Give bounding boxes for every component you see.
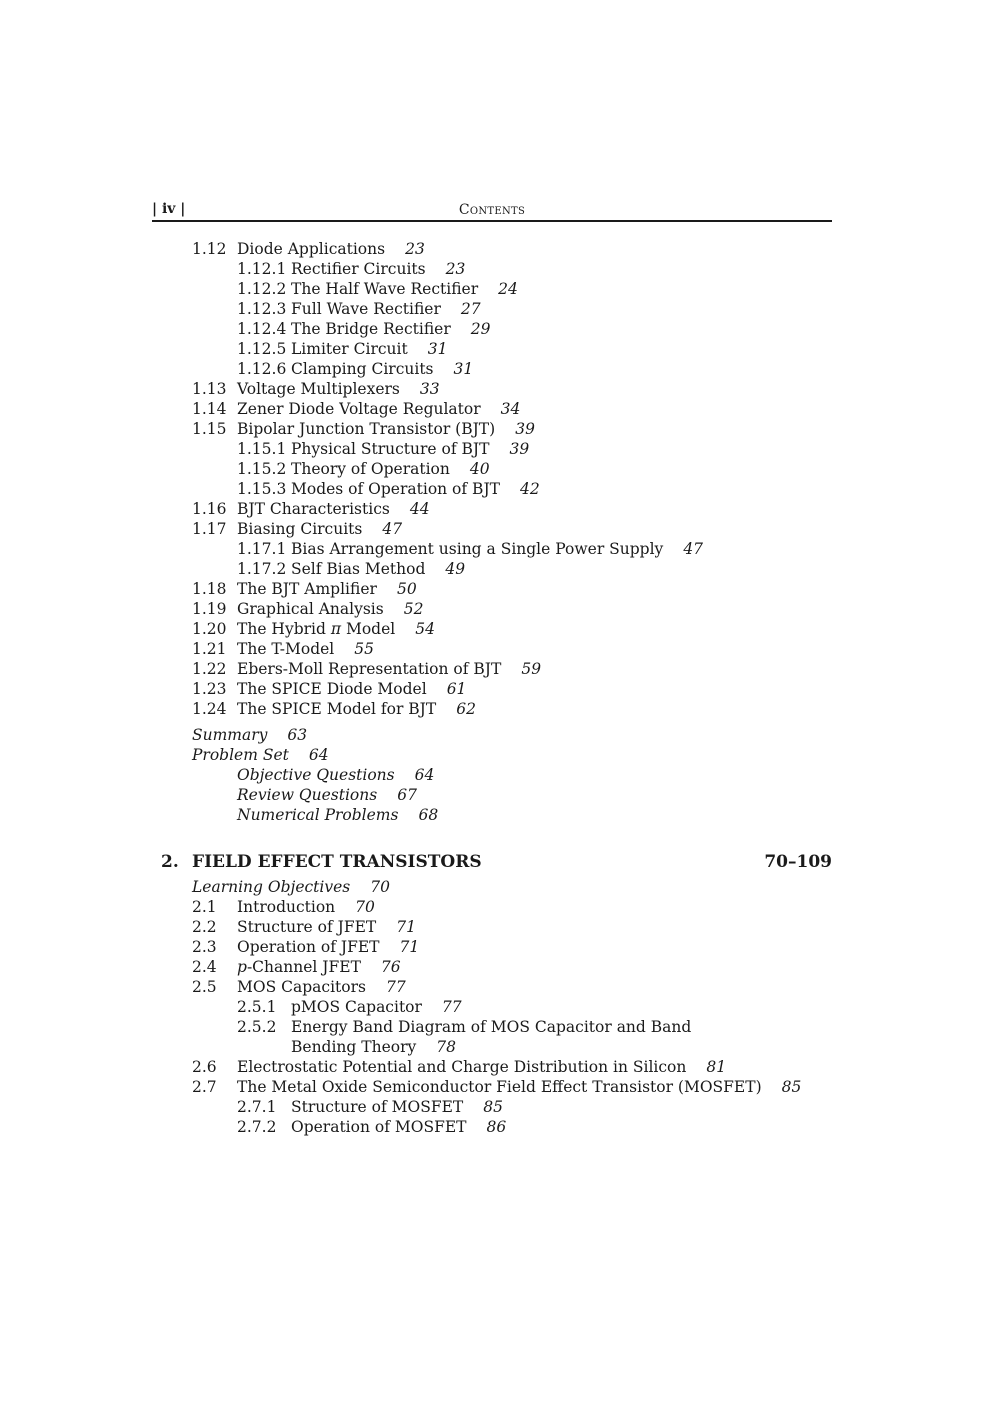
- chapter-title: FIELD EFFECT TRANSISTORS: [192, 852, 482, 872]
- toc-entry-summary[interactable]: Summary 63: [192, 726, 308, 744]
- toc-entry-problem-set[interactable]: Problem Set 64: [192, 746, 329, 764]
- chapter-page-range: 70–109: [764, 852, 832, 872]
- chapter-heading[interactable]: [161, 851, 832, 873]
- pi-symbol: π: [330, 620, 342, 638]
- toc-entry-learning-objectives[interactable]: Learning Objectives 70: [192, 878, 390, 896]
- toc-entry-review-questions[interactable]: Review Questions 67: [237, 786, 417, 804]
- chapter-number: 2.: [161, 852, 179, 872]
- toc-page: | iv | Contents 1.12 Diode Applications 23 1.12.1 Rectifier Circuits 23 1.12.2 The Half Wave Rectifier 24 1.12.3 Full Wave Rectifier 27 1.12.4 The Bridge Rectifier 29 1.12.5 Limiter Circuit 31 1.12.6 Clamping Circuits 31 1.13 Voltage Multiplexers 33 1.14 Zener Diode Voltage Regulator 34 1.15 Bipolar Junction Transistor (BJT) 39 1.15.1 Physical Structure of BJT 39 1.15.2 Theory of Operation 40 1.15.3 Modes of Operation of BJT 42 1.16 BJT Characteristics 44 1.17 Biasing Circuits 47 1.17.1 Bias Arrangement using a Single Power Supply 47 1.17.2 Self Bias Method 49 1.18 The BJT Amplifier 50 1.19 Graphical Analysis 52 1.20 The Hybrid π Model 54 1.21 The T-Model 55 1.22 Ebers-Moll Representation of BJT 59 1.23 The SPICE Diode Model 61 1.24 The SPICE Model for BJT 62 Summary 63 Problem Set 64 Objective Questions 64 Review Questions 67 Numerical Problems 68 2. FIELD EFFECT TRANSISTORS 70–109 Learning Objectives 70 2.1 Introduction 70 2.2 Structure of JFET 71 2.3 Operation of JFET 71 2.4 p-Channel JFET 76 2.5 MOS Capacitors 77 2.5.1 pMOS Capacitor 77 2.5.2 Energy Band Diagram of MOS Capacitor and Band Bending Theory 78 2.6 Electrostatic Potential and Charge Distribution in Silicon 81 2.7 The Metal Oxide Semiconductor Field Effect Transistor (MOSFET) 85 2.7.1 Structure of MOSFET 85 2.7.2 Operation of MOSFET 86: [152, 201, 832, 1136]
- header-title: Contents: [458, 202, 526, 218]
- toc-entry-objective-questions[interactable]: Objective Questions 64: [237, 766, 435, 784]
- page-number: | iv |: [152, 201, 186, 217]
- toc-entry-numerical-problems[interactable]: Numerical Problems 68: [237, 806, 439, 824]
- running-header: [152, 199, 832, 222]
